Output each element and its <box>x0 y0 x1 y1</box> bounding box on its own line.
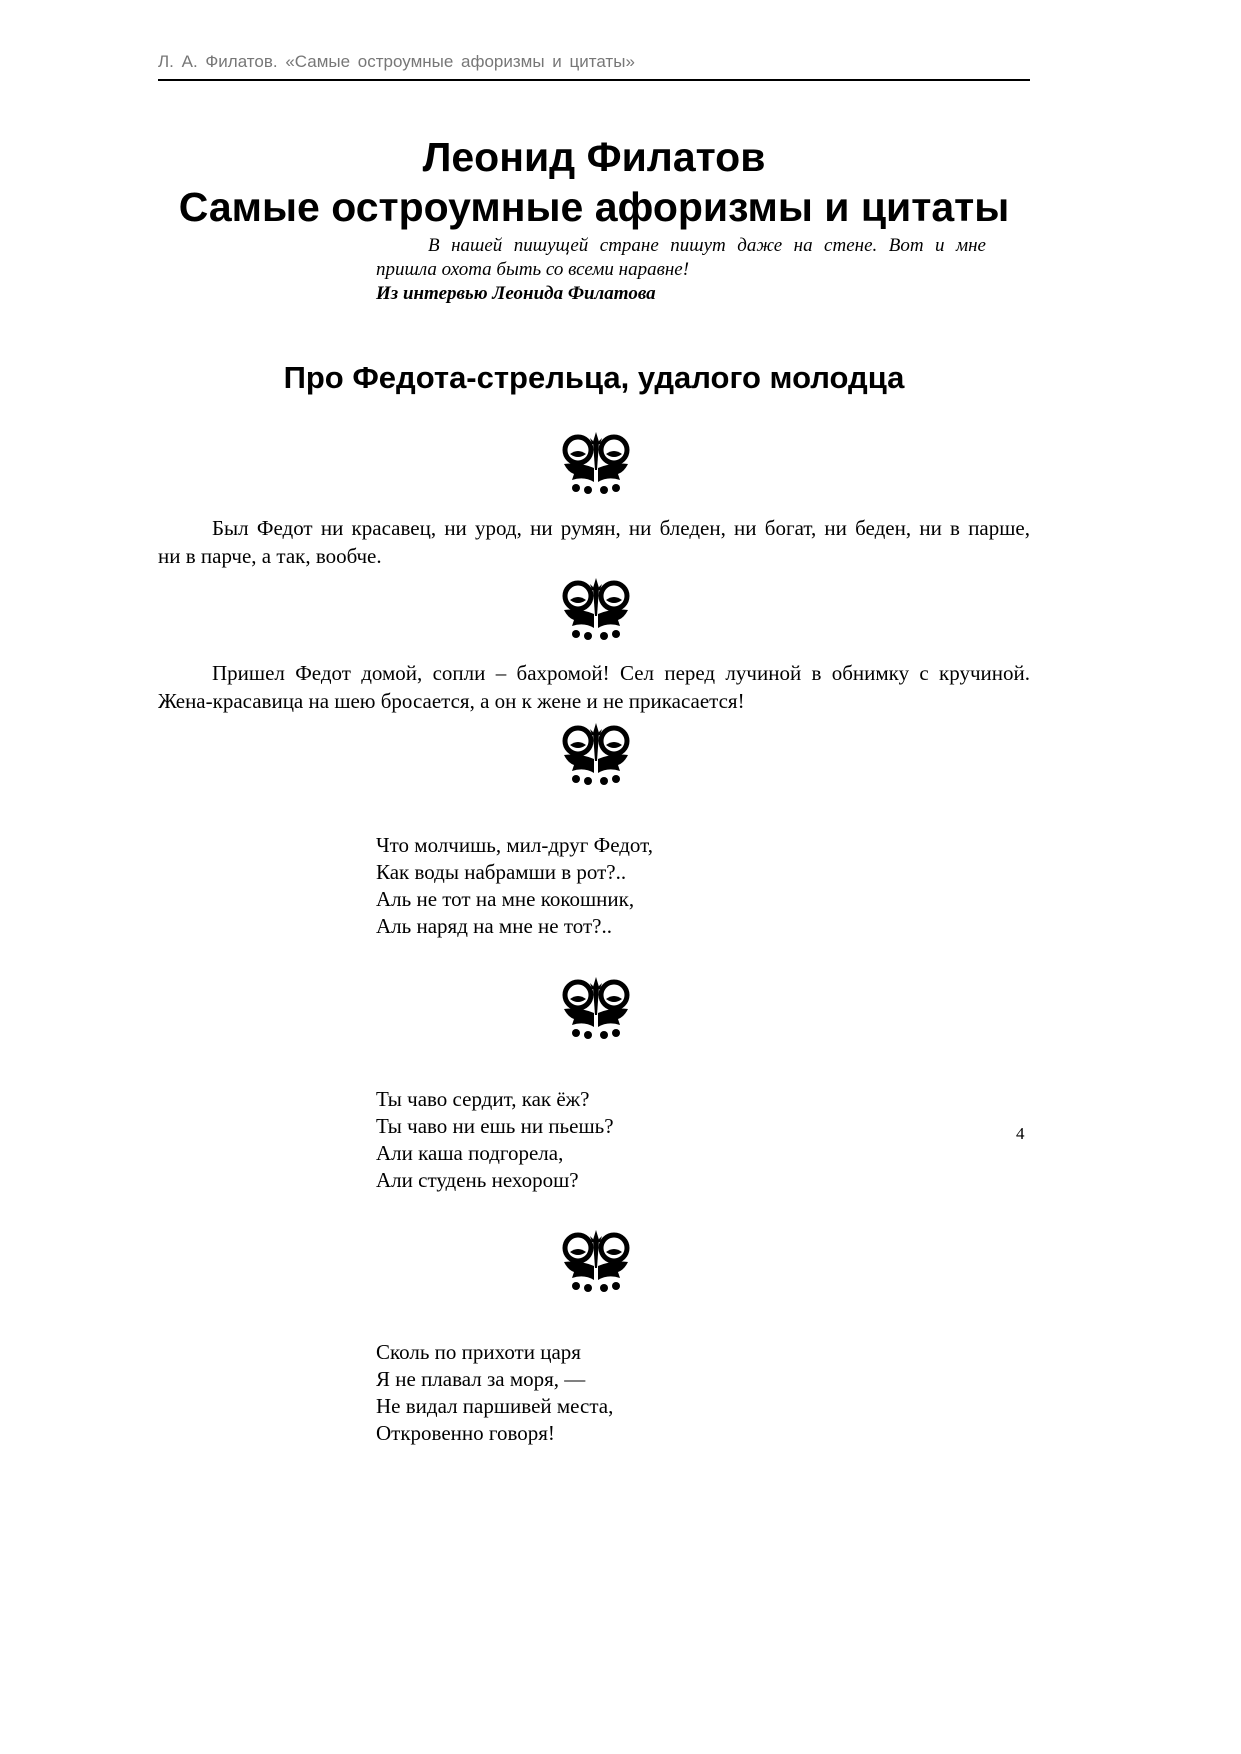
paragraph <box>158 659 1030 715</box>
verse-line: Ты чаво ни ешь ни пьешь? <box>376 1114 614 1138</box>
verse-stanza <box>376 1086 614 1194</box>
verse-line: Сколь по прихоти царя <box>376 1340 581 1364</box>
verse-line: Ты чаво сердит, как ёж? <box>376 1087 590 1111</box>
verse-line: Не видал паршивей места, <box>376 1394 614 1418</box>
paragraph <box>158 514 1030 570</box>
fleuron-ornament-icon <box>560 721 632 787</box>
verse-stanza <box>376 832 653 940</box>
book-title <box>158 132 1030 232</box>
verse-line: Али каша подгорела, <box>376 1141 564 1165</box>
page-number: 4 <box>1016 1124 1025 1143</box>
epigraph <box>376 234 986 306</box>
title-author: Леонид Филатов <box>422 134 766 180</box>
paragraph-line: Был Федот ни красавец, ни урод, ни румян, ни бледен, ни богат, ни беден, ни в парше, <box>212 516 1030 540</box>
paragraph-line: ни в парче, а так, вообче. <box>158 544 382 568</box>
running-header: Л. А. Филатов. «Самые остроумные афоризмы и цитаты» <box>158 52 635 71</box>
header-rule <box>158 79 1030 81</box>
verse-line: Я не плавал за моря, — <box>376 1367 586 1391</box>
fleuron-ornament-icon <box>560 576 632 642</box>
epigraph-line: пришла охота быть со всеми наравне! <box>376 259 690 280</box>
title-name: Самые остроумные афоризмы и цитаты <box>178 184 1010 230</box>
epigraph-line: В нашей пишущей стране пишут даже на стене. Вот и мне <box>428 235 986 256</box>
verse-line: Что молчишь, мил-друг Федот, <box>376 833 653 857</box>
paragraph-line: Пришел Федот домой, сопли – бахромой! Сел перед лучиной в обнимку с кручиной. <box>212 661 1030 685</box>
verse-stanza <box>376 1339 613 1447</box>
fleuron-ornament-icon <box>560 430 632 496</box>
verse-line: Как воды набрамши в рот?.. <box>376 860 627 884</box>
verse-line: Али студень нехорош? <box>376 1168 579 1192</box>
paragraph-line: Жена-красавица на шею бросается, а он к жене и не прикасается! <box>158 689 745 713</box>
verse-line: Аль наряд на мне не тот?.. <box>376 914 612 938</box>
epigraph-source: Из интервью Леонида Филатова <box>376 283 656 304</box>
fleuron-ornament-icon <box>560 975 632 1041</box>
fleuron-ornament-icon <box>560 1228 632 1294</box>
verse-line: Аль не тот на мне кокошник, <box>376 887 635 911</box>
section-title: Про Федота-стрельца, удалого молодца <box>283 360 905 395</box>
verse-line: Откровенно говоря! <box>376 1421 555 1445</box>
